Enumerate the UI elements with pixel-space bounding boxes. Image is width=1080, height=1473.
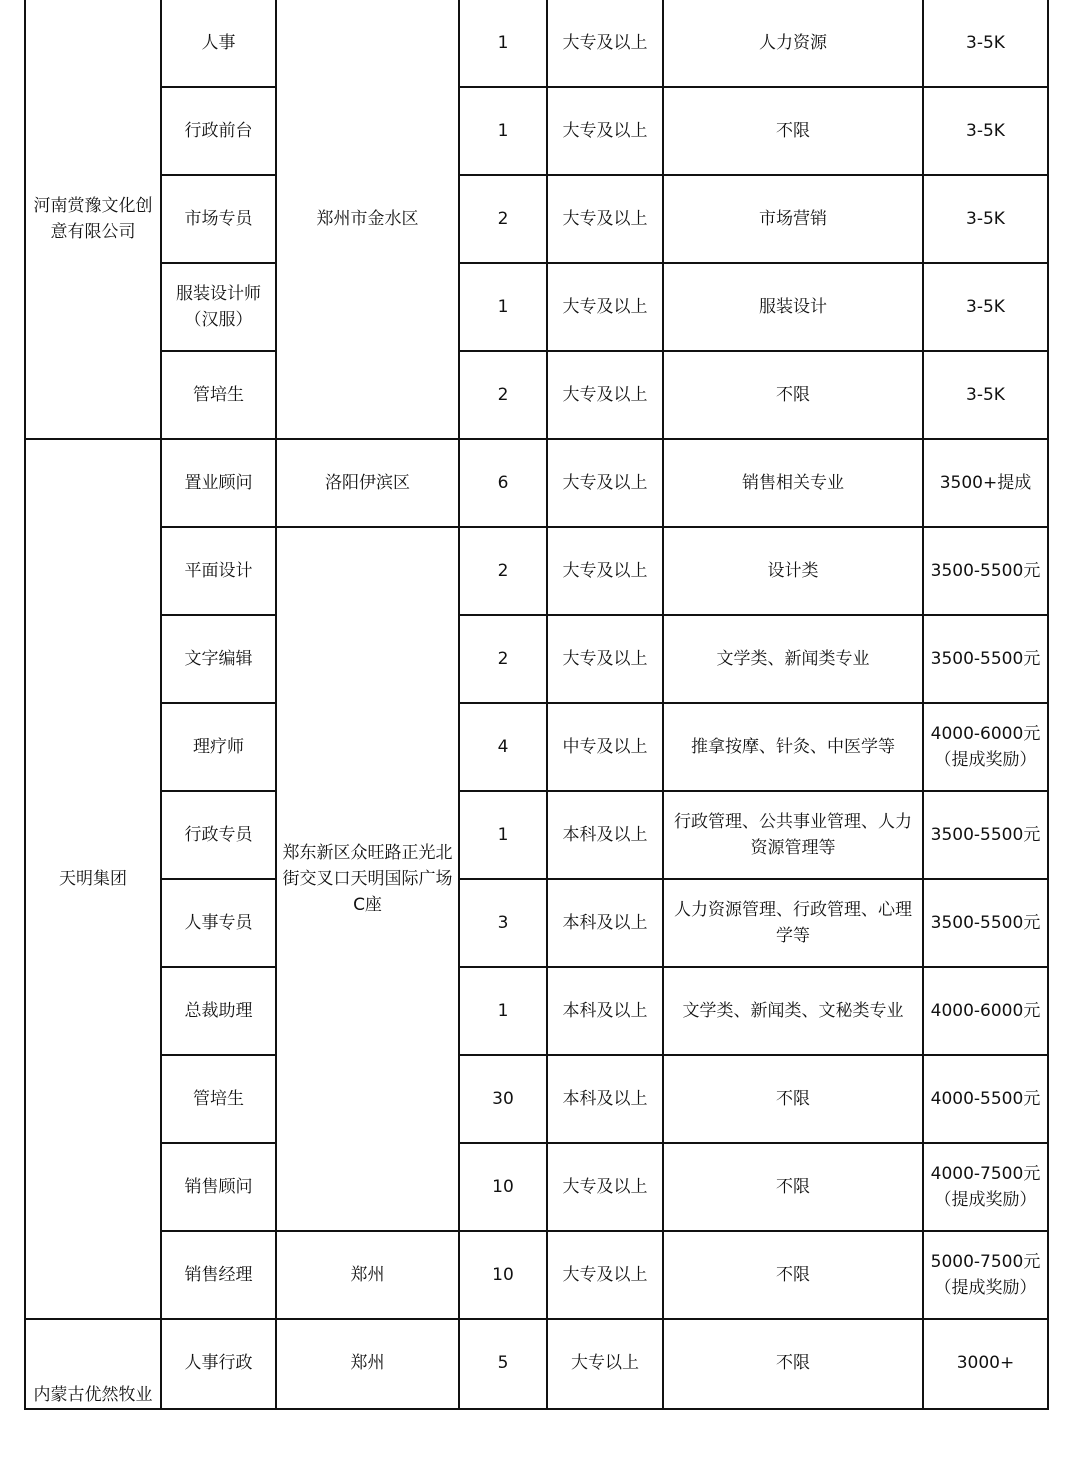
table-row (25, 1231, 1048, 1319)
salary-text: 3500-5500元 (930, 913, 1041, 933)
job-count-text: 5 (497, 1353, 509, 1373)
education-requirement (547, 439, 663, 527)
work-location (276, 439, 459, 527)
position (161, 527, 276, 615)
job-count (459, 967, 547, 1055)
major-requirement-text: 市场营销 (759, 209, 827, 229)
job-count (459, 1231, 547, 1319)
job-count-text: 10 (492, 1177, 514, 1197)
position (161, 879, 276, 967)
salary-text: 3-5K (966, 121, 1005, 141)
education-requirement-text: 大专及以上 (562, 209, 648, 229)
salary (923, 967, 1048, 1055)
major-requirement-text: 人力资源 (759, 33, 827, 53)
education-requirement-text: 大专及以上 (562, 121, 648, 141)
table-row (25, 87, 1048, 175)
work-location (276, 0, 459, 439)
major-requirement (663, 527, 923, 615)
company-name-text: 河南赏豫文化创意有限公司 (33, 196, 153, 242)
position-text: 人事专员 (184, 913, 253, 933)
table-row (25, 439, 1048, 527)
education-requirement-text: 本科及以上 (562, 825, 648, 845)
major-requirement (663, 879, 923, 967)
major-requirement-text: 不限 (776, 1265, 810, 1285)
education-requirement (547, 1055, 663, 1143)
table-row (25, 615, 1048, 703)
work-location-text: 郑州 (350, 1353, 385, 1373)
work-location (276, 1319, 459, 1409)
job-count-text: 2 (497, 649, 509, 669)
major-requirement (663, 791, 923, 879)
job-count (459, 351, 547, 439)
position (161, 1055, 276, 1143)
salary (923, 1143, 1048, 1231)
education-requirement-text: 大专及以上 (562, 561, 648, 581)
position (161, 967, 276, 1055)
position-text: 平面设计 (184, 561, 253, 581)
table-row (25, 703, 1048, 791)
job-count (459, 1143, 547, 1231)
education-requirement (547, 175, 663, 263)
table-row (25, 351, 1048, 439)
education-requirement (547, 351, 663, 439)
table-row (25, 0, 1048, 87)
position-text: 销售顾问 (184, 1177, 253, 1197)
education-requirement (547, 1319, 663, 1409)
major-requirement (663, 351, 923, 439)
job-count (459, 791, 547, 879)
position-text: 总裁助理 (184, 1001, 253, 1021)
salary-text: 3500+提成 (939, 473, 1032, 493)
major-requirement-text: 销售相关专业 (742, 473, 844, 493)
major-requirement (663, 87, 923, 175)
table-row (25, 175, 1048, 263)
position-text: 管培生 (193, 1089, 244, 1109)
position-text: 理疗师 (193, 737, 244, 757)
education-requirement-text: 大专以上 (571, 1353, 639, 1373)
education-requirement-text: 中专及以上 (562, 737, 648, 757)
position (161, 87, 276, 175)
salary (923, 1231, 1048, 1319)
education-requirement-text: 大专及以上 (562, 297, 648, 317)
major-requirement-text: 不限 (776, 1353, 810, 1373)
salary-text: 3000+ (956, 1353, 1015, 1373)
major-requirement (663, 1319, 923, 1409)
major-requirement (663, 1143, 923, 1231)
major-requirement-text: 服装设计 (759, 297, 827, 317)
major-requirement-text: 推拿按摩、针灸、中医学等 (691, 737, 895, 757)
work-location (276, 1231, 459, 1319)
salary-text: 3-5K (966, 385, 1005, 405)
job-count (459, 703, 547, 791)
education-requirement-text: 大专及以上 (562, 1265, 648, 1285)
position-text: 管培生 (193, 385, 244, 405)
major-requirement-text: 不限 (776, 1177, 810, 1197)
position-text: 文字编辑 (184, 649, 253, 669)
major-requirement-text: 文学类、新闻类专业 (716, 649, 870, 669)
job-count-text: 10 (492, 1265, 514, 1285)
job-count (459, 527, 547, 615)
salary (923, 527, 1048, 615)
job-count-text: 1 (497, 297, 509, 317)
job-count-text: 2 (497, 385, 509, 405)
job-count-text: 3 (497, 913, 509, 933)
position-text: 人事行政 (184, 1353, 253, 1373)
recruitment-table (24, 0, 1049, 1410)
salary (923, 175, 1048, 263)
education-requirement-text: 本科及以上 (562, 1089, 648, 1109)
major-requirement (663, 615, 923, 703)
salary (923, 439, 1048, 527)
job-count-text: 30 (492, 1089, 514, 1109)
education-requirement (547, 0, 663, 87)
education-requirement (547, 615, 663, 703)
job-count-text: 1 (497, 825, 509, 845)
salary-text: 3-5K (966, 33, 1005, 53)
major-requirement (663, 0, 923, 87)
major-requirement (663, 439, 923, 527)
salary (923, 615, 1048, 703)
position (161, 1231, 276, 1319)
position-text: 行政专员 (184, 825, 253, 845)
position (161, 615, 276, 703)
major-requirement (663, 703, 923, 791)
table-row (25, 1319, 1048, 1409)
table-row (25, 263, 1048, 351)
major-requirement-text: 人力资源管理、行政管理、心理学等 (674, 900, 912, 946)
major-requirement-text: 不限 (776, 121, 810, 141)
salary-text: 4000-6000元 （提成奖励） (930, 724, 1041, 770)
position (161, 703, 276, 791)
position (161, 1319, 276, 1409)
salary-text: 3-5K (966, 297, 1005, 317)
job-count-text: 2 (497, 209, 509, 229)
salary (923, 1055, 1048, 1143)
work-location-text: 郑东新区众旺路正光北街交叉口天明国际广场 C座 (282, 843, 453, 915)
position (161, 791, 276, 879)
salary-text: 3500-5500元 (930, 825, 1041, 845)
salary-text: 3500-5500元 (930, 649, 1041, 669)
salary (923, 1319, 1048, 1409)
salary (923, 87, 1048, 175)
salary (923, 879, 1048, 967)
table-row (25, 1143, 1048, 1231)
job-count (459, 0, 547, 87)
position-text: 置业顾问 (184, 473, 253, 493)
position-text: 市场专员 (184, 209, 253, 229)
table-row (25, 967, 1048, 1055)
job-count (459, 439, 547, 527)
job-count-text: 2 (497, 561, 509, 581)
education-requirement-text: 大专及以上 (562, 649, 648, 669)
position (161, 1143, 276, 1231)
major-requirement (663, 1055, 923, 1143)
job-count (459, 87, 547, 175)
education-requirement (547, 967, 663, 1055)
major-requirement (663, 967, 923, 1055)
salary (923, 351, 1048, 439)
major-requirement-text: 文学类、新闻类、文秘类专业 (682, 1001, 904, 1021)
salary-text: 3500-5500元 (930, 561, 1041, 581)
education-requirement (547, 1231, 663, 1319)
job-count-text: 4 (497, 737, 509, 757)
job-count-text: 1 (497, 33, 509, 53)
position (161, 263, 276, 351)
position-text: 销售经理 (184, 1265, 253, 1285)
major-requirement (663, 263, 923, 351)
table-row (25, 791, 1048, 879)
job-count (459, 1055, 547, 1143)
position (161, 351, 276, 439)
position (161, 0, 276, 87)
job-count (459, 175, 547, 263)
job-count (459, 1319, 547, 1409)
position-text: 人事 (201, 33, 236, 53)
company-name-text: 内蒙古优然牧业 (33, 1385, 153, 1405)
education-requirement-text: 大专及以上 (562, 33, 648, 53)
major-requirement (663, 175, 923, 263)
job-count-text: 1 (497, 1001, 509, 1021)
job-count (459, 615, 547, 703)
education-requirement (547, 703, 663, 791)
position-text: 行政前台 (184, 121, 253, 141)
major-requirement-text: 不限 (776, 385, 810, 405)
table-row (25, 879, 1048, 967)
major-requirement-text: 不限 (776, 1089, 810, 1109)
education-requirement-text: 大专及以上 (562, 473, 648, 493)
major-requirement-text: 行政管理、公共事业管理、人力资源管理等 (674, 812, 912, 858)
position (161, 439, 276, 527)
job-count-text: 1 (497, 121, 509, 141)
salary (923, 791, 1048, 879)
company-name (25, 0, 161, 439)
education-requirement (547, 791, 663, 879)
education-requirement (547, 1143, 663, 1231)
salary (923, 263, 1048, 351)
position-text: 服装设计师 （汉服） (176, 284, 261, 330)
salary (923, 703, 1048, 791)
major-requirement (663, 1231, 923, 1319)
salary-text: 4000-6000元 (930, 1001, 1041, 1021)
work-location-text: 洛阳伊滨区 (325, 473, 410, 493)
salary-text: 3-5K (966, 209, 1005, 229)
salary-text: 4000-5500元 (930, 1089, 1041, 1109)
job-count (459, 879, 547, 967)
position (161, 175, 276, 263)
education-requirement (547, 87, 663, 175)
education-requirement-text: 本科及以上 (562, 1001, 648, 1021)
table-row (25, 1055, 1048, 1143)
table-row (25, 527, 1048, 615)
education-requirement-text: 本科及以上 (562, 913, 648, 933)
salary-text: 4000-7500元 （提成奖励） (930, 1164, 1041, 1210)
salary-text: 5000-7500元 （提成奖励） (930, 1252, 1041, 1298)
work-location-text: 郑州 (350, 1265, 385, 1285)
job-count-text: 6 (497, 473, 509, 493)
work-location (276, 527, 459, 1231)
education-requirement-text: 大专及以上 (562, 385, 648, 405)
salary (923, 0, 1048, 87)
education-requirement (547, 263, 663, 351)
company-name (25, 1319, 161, 1409)
company-name (25, 439, 161, 1319)
education-requirement-text: 大专及以上 (562, 1177, 648, 1197)
education-requirement (547, 527, 663, 615)
education-requirement (547, 879, 663, 967)
job-count (459, 263, 547, 351)
work-location-text: 郑州市金水区 (316, 209, 419, 229)
major-requirement-text: 设计类 (767, 561, 819, 581)
company-name-text: 天明集团 (59, 869, 127, 889)
